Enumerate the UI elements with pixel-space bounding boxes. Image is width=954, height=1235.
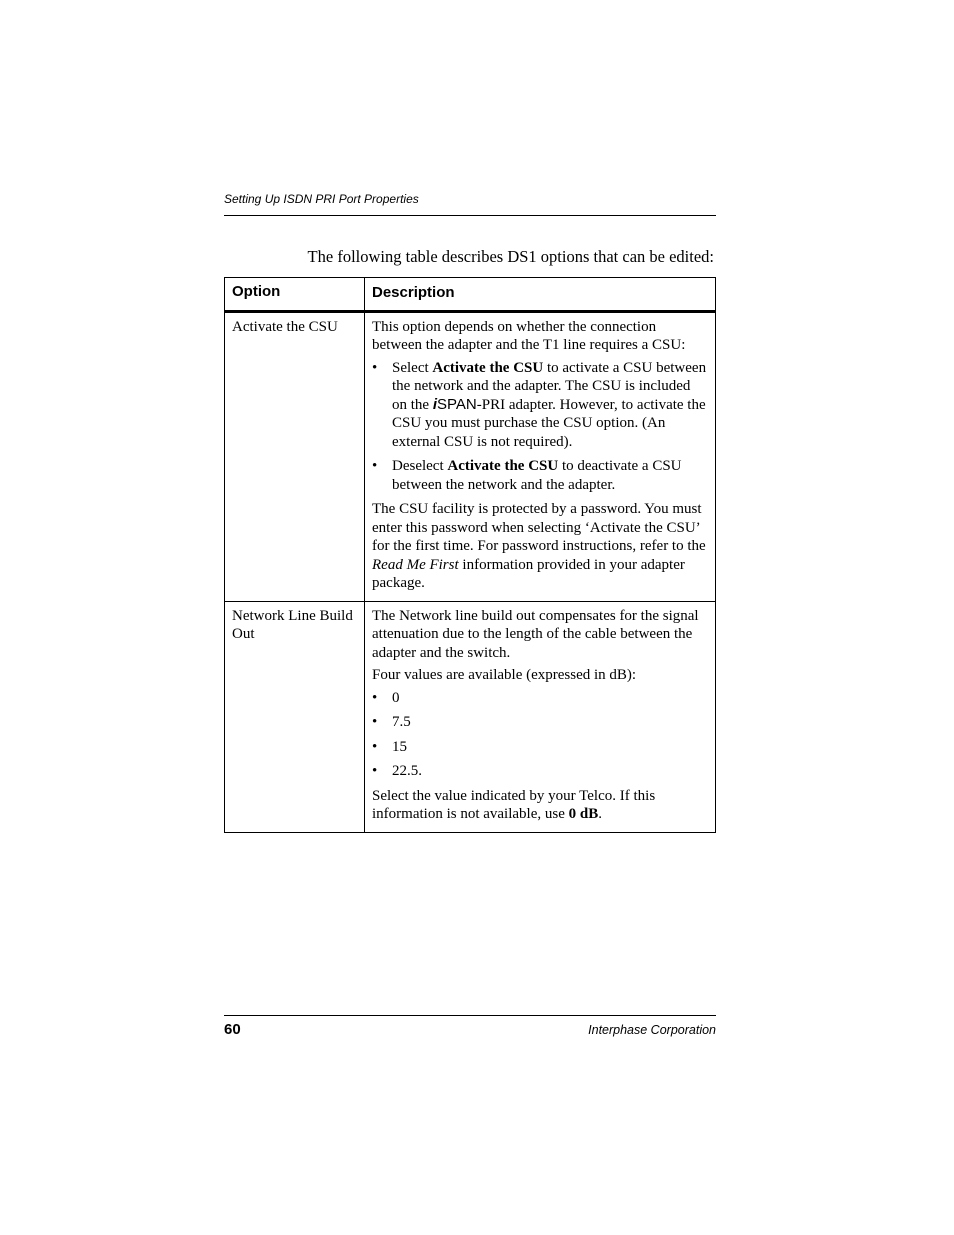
bullet-list xyxy=(372,689,708,781)
option-cell-csu xyxy=(225,311,365,601)
option-name: Network Line Build Out xyxy=(232,607,353,642)
brand-name: SPAN xyxy=(437,395,477,413)
page-number: 60 xyxy=(224,1021,241,1038)
option-cell-line-build-out xyxy=(225,601,365,832)
description-paragraph: Select the value indicated by your Telco. If this information is not available, use 0 dB. xyxy=(372,787,656,822)
list-item: • Select Activate the CSU to activate a CSU between the network and the adapter. The CSU is included on the iSPAN-PRI adapter. However, to activate the CSU you must purchase the CSU option. (An external CSU is not required). xyxy=(372,359,708,452)
footer-rule xyxy=(224,1015,716,1016)
column-header-description: Description xyxy=(365,278,716,312)
list-item: • 15 xyxy=(372,738,708,757)
column-header-option: Option xyxy=(225,278,365,312)
brand-prefix: i xyxy=(432,395,437,413)
list-item: • 22.5. xyxy=(372,762,708,781)
description-cell-line-build-out xyxy=(365,601,716,832)
bold-term: 0 dB xyxy=(568,806,599,822)
intro-paragraph: The following table describes DS1 options that can be edited: xyxy=(307,247,714,266)
table-header-row xyxy=(225,278,716,312)
list-item: • 0 xyxy=(372,689,708,708)
bullet-list xyxy=(372,359,708,495)
ds1-options-table xyxy=(224,277,716,833)
description-paragraph: This option depends on whether the connection between the adapter and the T1 line requires a CSU: xyxy=(372,318,686,353)
footer-company: Interphase Corporation xyxy=(588,1023,716,1037)
bold-term: Activate the CSU xyxy=(447,458,559,474)
option-name: Activate the CSU xyxy=(232,318,338,335)
table-row xyxy=(225,601,716,832)
list-item: • 7.5 xyxy=(372,713,708,732)
description-paragraph: Four values are available (expressed in dB): xyxy=(372,667,637,683)
table-row xyxy=(225,311,716,601)
description-paragraph: The Network line build out compensates for the signal attenuation due to the length of the cable between the adapter and the switch. xyxy=(372,607,699,661)
document-title: Read Me First xyxy=(372,556,459,573)
description-paragraph: The CSU facility is protected by a password. You must enter this password when selecting ‘Activate the CSU’ for the first time. For password instructions, refer to the Read Me First information provided in your adapter package. xyxy=(372,501,706,591)
list-item: • Deselect Activate the CSU to deactivate a CSU between the network and the adapter. xyxy=(372,457,708,494)
bold-term: Activate the CSU xyxy=(432,359,544,376)
running-header: Setting Up ISDN PRI Port Properties xyxy=(224,192,419,206)
description-cell-csu xyxy=(365,311,716,601)
header-rule xyxy=(224,215,716,216)
